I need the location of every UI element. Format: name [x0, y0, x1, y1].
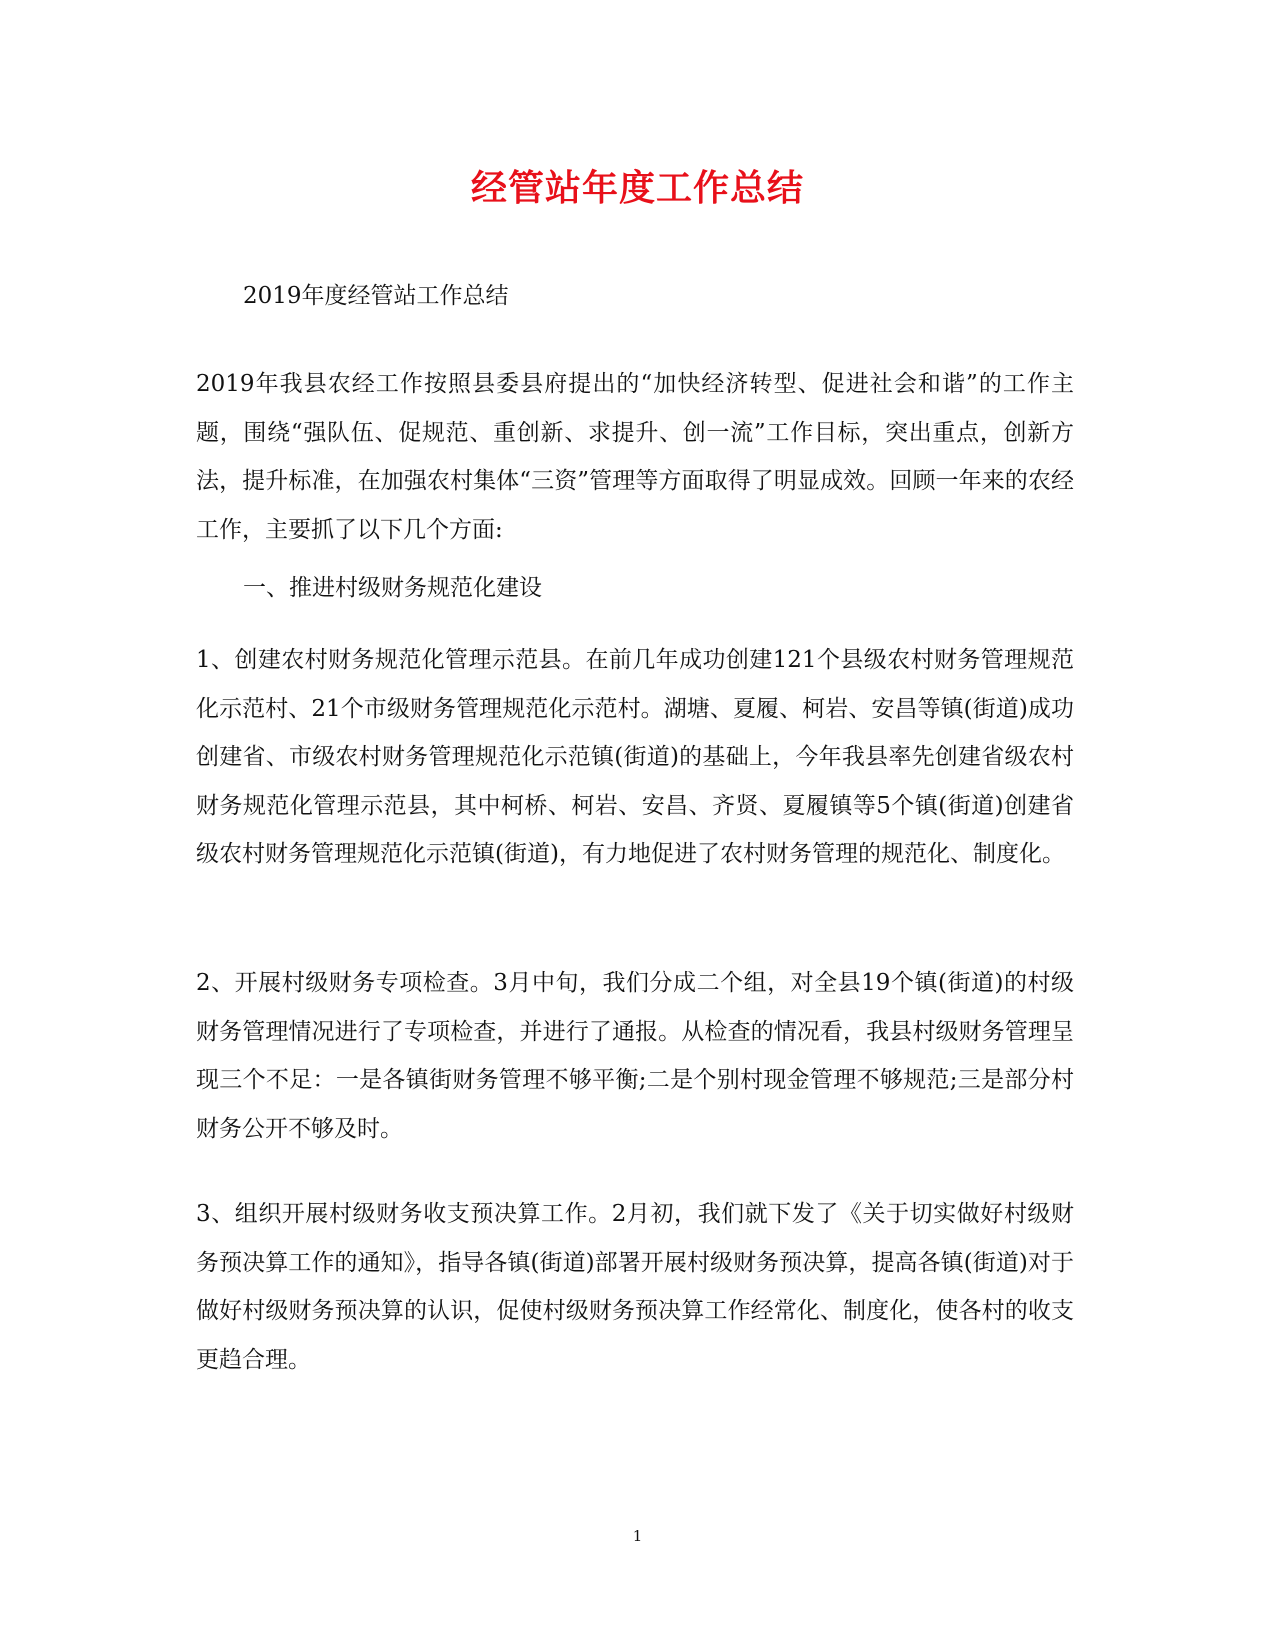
item-paragraph-3: 3、组织开展村级财务收支预决算工作。2月初，我们就下发了《关于切实做好村级财务预决算工作的通知》，指导各镇(街道)部署开展村级财务预决算，提高各镇(街道)对于做好村级财务预决算的认识，促使村级财务预决算工作经常化、制度化，使各村的收支更趋合理。 — [196, 1201, 1074, 1373]
item-paragraph-2: 2、开展村级财务专项检查。3月中旬，我们分成二个组，对全县19个镇(街道)的村级财务管理情况进行了专项检查，并进行了通报。从检查的情况看，我县村级财务管理呈现三个不足：一是各镇街财务管理不够平衡;二是个别村现金管理不够规范;三是部分村财务公开不够及时。 — [196, 970, 1074, 1142]
document-title: 经管站年度工作总结 — [470, 167, 804, 209]
section-heading: 一、推进村级财务规范化建设 — [243, 575, 542, 601]
intro-paragraph: 2019年我县农经工作按照县委县府提出的“加快经济转型、促进社会和谐”的工作主题，围绕“强队伍、促规范、重创新、求提升、创一流”工作目标，突出重点，创新方法，提升标准，在加强农村集体“三资”管理等方面取得了明显成效。回顾一年来的农经工作，主要抓了以下几个方面: — [196, 371, 1074, 543]
document-subtitle: 2019年度经管站工作总结 — [243, 283, 509, 309]
item-paragraph-1: 1、创建农村财务规范化管理示范县。在前几年成功创建121个县级农村财务管理规范化示范村、21个市级财务管理规范化示范村。湖塘、夏履、柯岩、安昌等镇(街道)成功创建省、市级农村财务管理规范化示范镇(街道)的基础上，今年我县率先创建省级农村财务规范化管理示范县，其中柯桥、柯岩、安昌、齐贤、夏履镇等5个镇(街道)创建省级农村财务管理规范化示范镇(街道)，有力地促进了农村财务管理的规范化、制度化。 — [196, 647, 1074, 867]
page-number: 1 — [632, 1527, 643, 1545]
